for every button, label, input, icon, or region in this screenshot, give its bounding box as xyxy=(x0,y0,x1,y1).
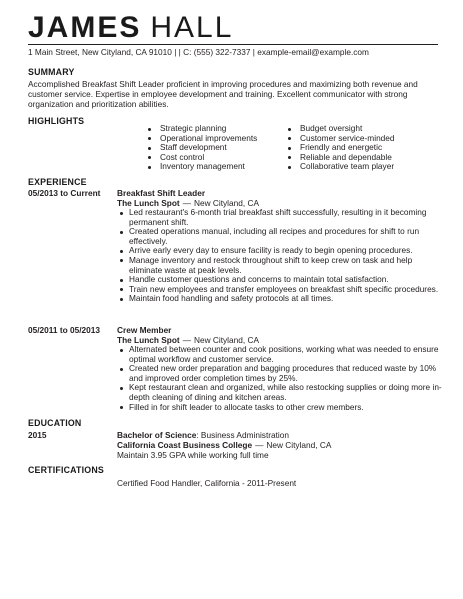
certifications-heading: CERTIFICATIONS xyxy=(28,465,104,475)
school-line xyxy=(117,440,445,450)
gpa-line: Maintain 3.95 GPA while working full time xyxy=(117,450,269,460)
job-location: New Cityland, CA xyxy=(193,335,259,345)
header-divider xyxy=(28,44,438,45)
experience-heading: EXPERIENCE xyxy=(28,177,87,187)
highlight-item: Budget oversight xyxy=(287,124,395,134)
candidate-name xyxy=(28,13,233,43)
highlight-item: Collaborative team player xyxy=(287,162,395,172)
school-name: California Coast Business College xyxy=(117,440,253,450)
highlight-item: Customer service-minded xyxy=(287,134,395,144)
job-bullets xyxy=(117,208,445,304)
job-location: New Cityland, CA xyxy=(193,198,259,208)
education-heading: EDUCATION xyxy=(28,418,82,428)
job-dates: 05/2013 to Current xyxy=(28,188,101,198)
job-entry xyxy=(117,325,445,412)
job-title: Breakfast Shift Leader xyxy=(117,188,206,198)
job-bullet: Train new employees and transfer employees on breakfast shift specific procedures. xyxy=(117,285,445,295)
degree-line xyxy=(117,430,445,440)
job-title: Crew Member xyxy=(117,325,172,335)
certification-item: Certified Food Handler, California - 2011-Present xyxy=(117,478,297,488)
job-bullet: Created operations manual, including all recipes and procedures for shift to run effectively. xyxy=(117,227,445,246)
education-year: 2015 xyxy=(28,430,47,440)
job-bullet: Filled in for shift leader to allocate tasks to other crew members. xyxy=(117,403,445,413)
job-bullet: Arrive early every day to ensure facility is ready to begin opening procedures. xyxy=(117,246,445,256)
degree-label: Bachelor of Science xyxy=(117,430,197,440)
separator-dash: — xyxy=(182,198,191,208)
summary-text: Accomplished Breakfast Shift Leader proficient in improving procedures and maximizing both revenue and customer service. Expertise in employee development and training. Excellent communicator with strong organization and prioritization abilities. xyxy=(28,79,418,110)
last-name: HALL xyxy=(150,11,234,44)
job-bullet: Created new order preparation and bagging procedures that reduced waste by 10% and improved order completion times by 25%. xyxy=(117,364,445,383)
job-bullet: Manage inventory and restock throughout shift to keep crew on task and help eliminate waste at peak levels. xyxy=(117,256,445,275)
company-name: The Lunch Spot xyxy=(117,198,180,208)
job-dates: 05/2011 to 05/2013 xyxy=(28,325,100,335)
job-bullet: Kept restaurant clean and organized, while also restocking supplies or doing more in-depth cleaning of dining and kitchen areas. xyxy=(117,383,445,402)
separator-dash: — xyxy=(182,335,191,345)
company-name: The Lunch Spot xyxy=(117,335,180,345)
first-name: JAMES xyxy=(28,11,142,44)
job-bullet: Alternated between counter and cook positions, working what was needed to ensure optimal workflow and customer service. xyxy=(117,345,445,364)
job-bullet: Maintain food handling and safety protocols at all times. xyxy=(117,294,445,304)
job-entry xyxy=(117,188,445,304)
contact-line: 1 Main Street, New Cityland, CA 91010 | | C: (555) 322-7337 | example-email@example.com xyxy=(28,47,369,57)
highlight-item: Inventory management xyxy=(147,162,257,172)
degree-field: : Business Administration xyxy=(196,430,290,440)
school-location: New Cityland, CA xyxy=(266,440,332,450)
highlights-heading: HIGHLIGHTS xyxy=(28,116,85,126)
highlight-item: Cost control xyxy=(147,153,257,163)
education-entry xyxy=(117,430,445,460)
highlight-item: Strategic planning xyxy=(147,124,257,134)
highlight-item: Friendly and energetic xyxy=(287,143,395,153)
separator-dash: — xyxy=(255,440,264,450)
summary-heading: SUMMARY xyxy=(28,67,75,77)
job-bullets xyxy=(117,345,445,412)
highlight-item: Staff development xyxy=(147,143,257,153)
job-bullet: Handle customer questions and concerns to maintain total satisfaction. xyxy=(117,275,445,285)
highlights-right-list xyxy=(287,124,395,172)
highlights-left-list xyxy=(147,124,257,172)
job-bullet: Led restaurant's 6-month trial breakfast shift successfully, resulting in it becoming permanent shift. xyxy=(117,208,445,227)
highlight-item: Reliable and dependable xyxy=(287,153,395,163)
highlight-item: Operational improvements xyxy=(147,134,257,144)
